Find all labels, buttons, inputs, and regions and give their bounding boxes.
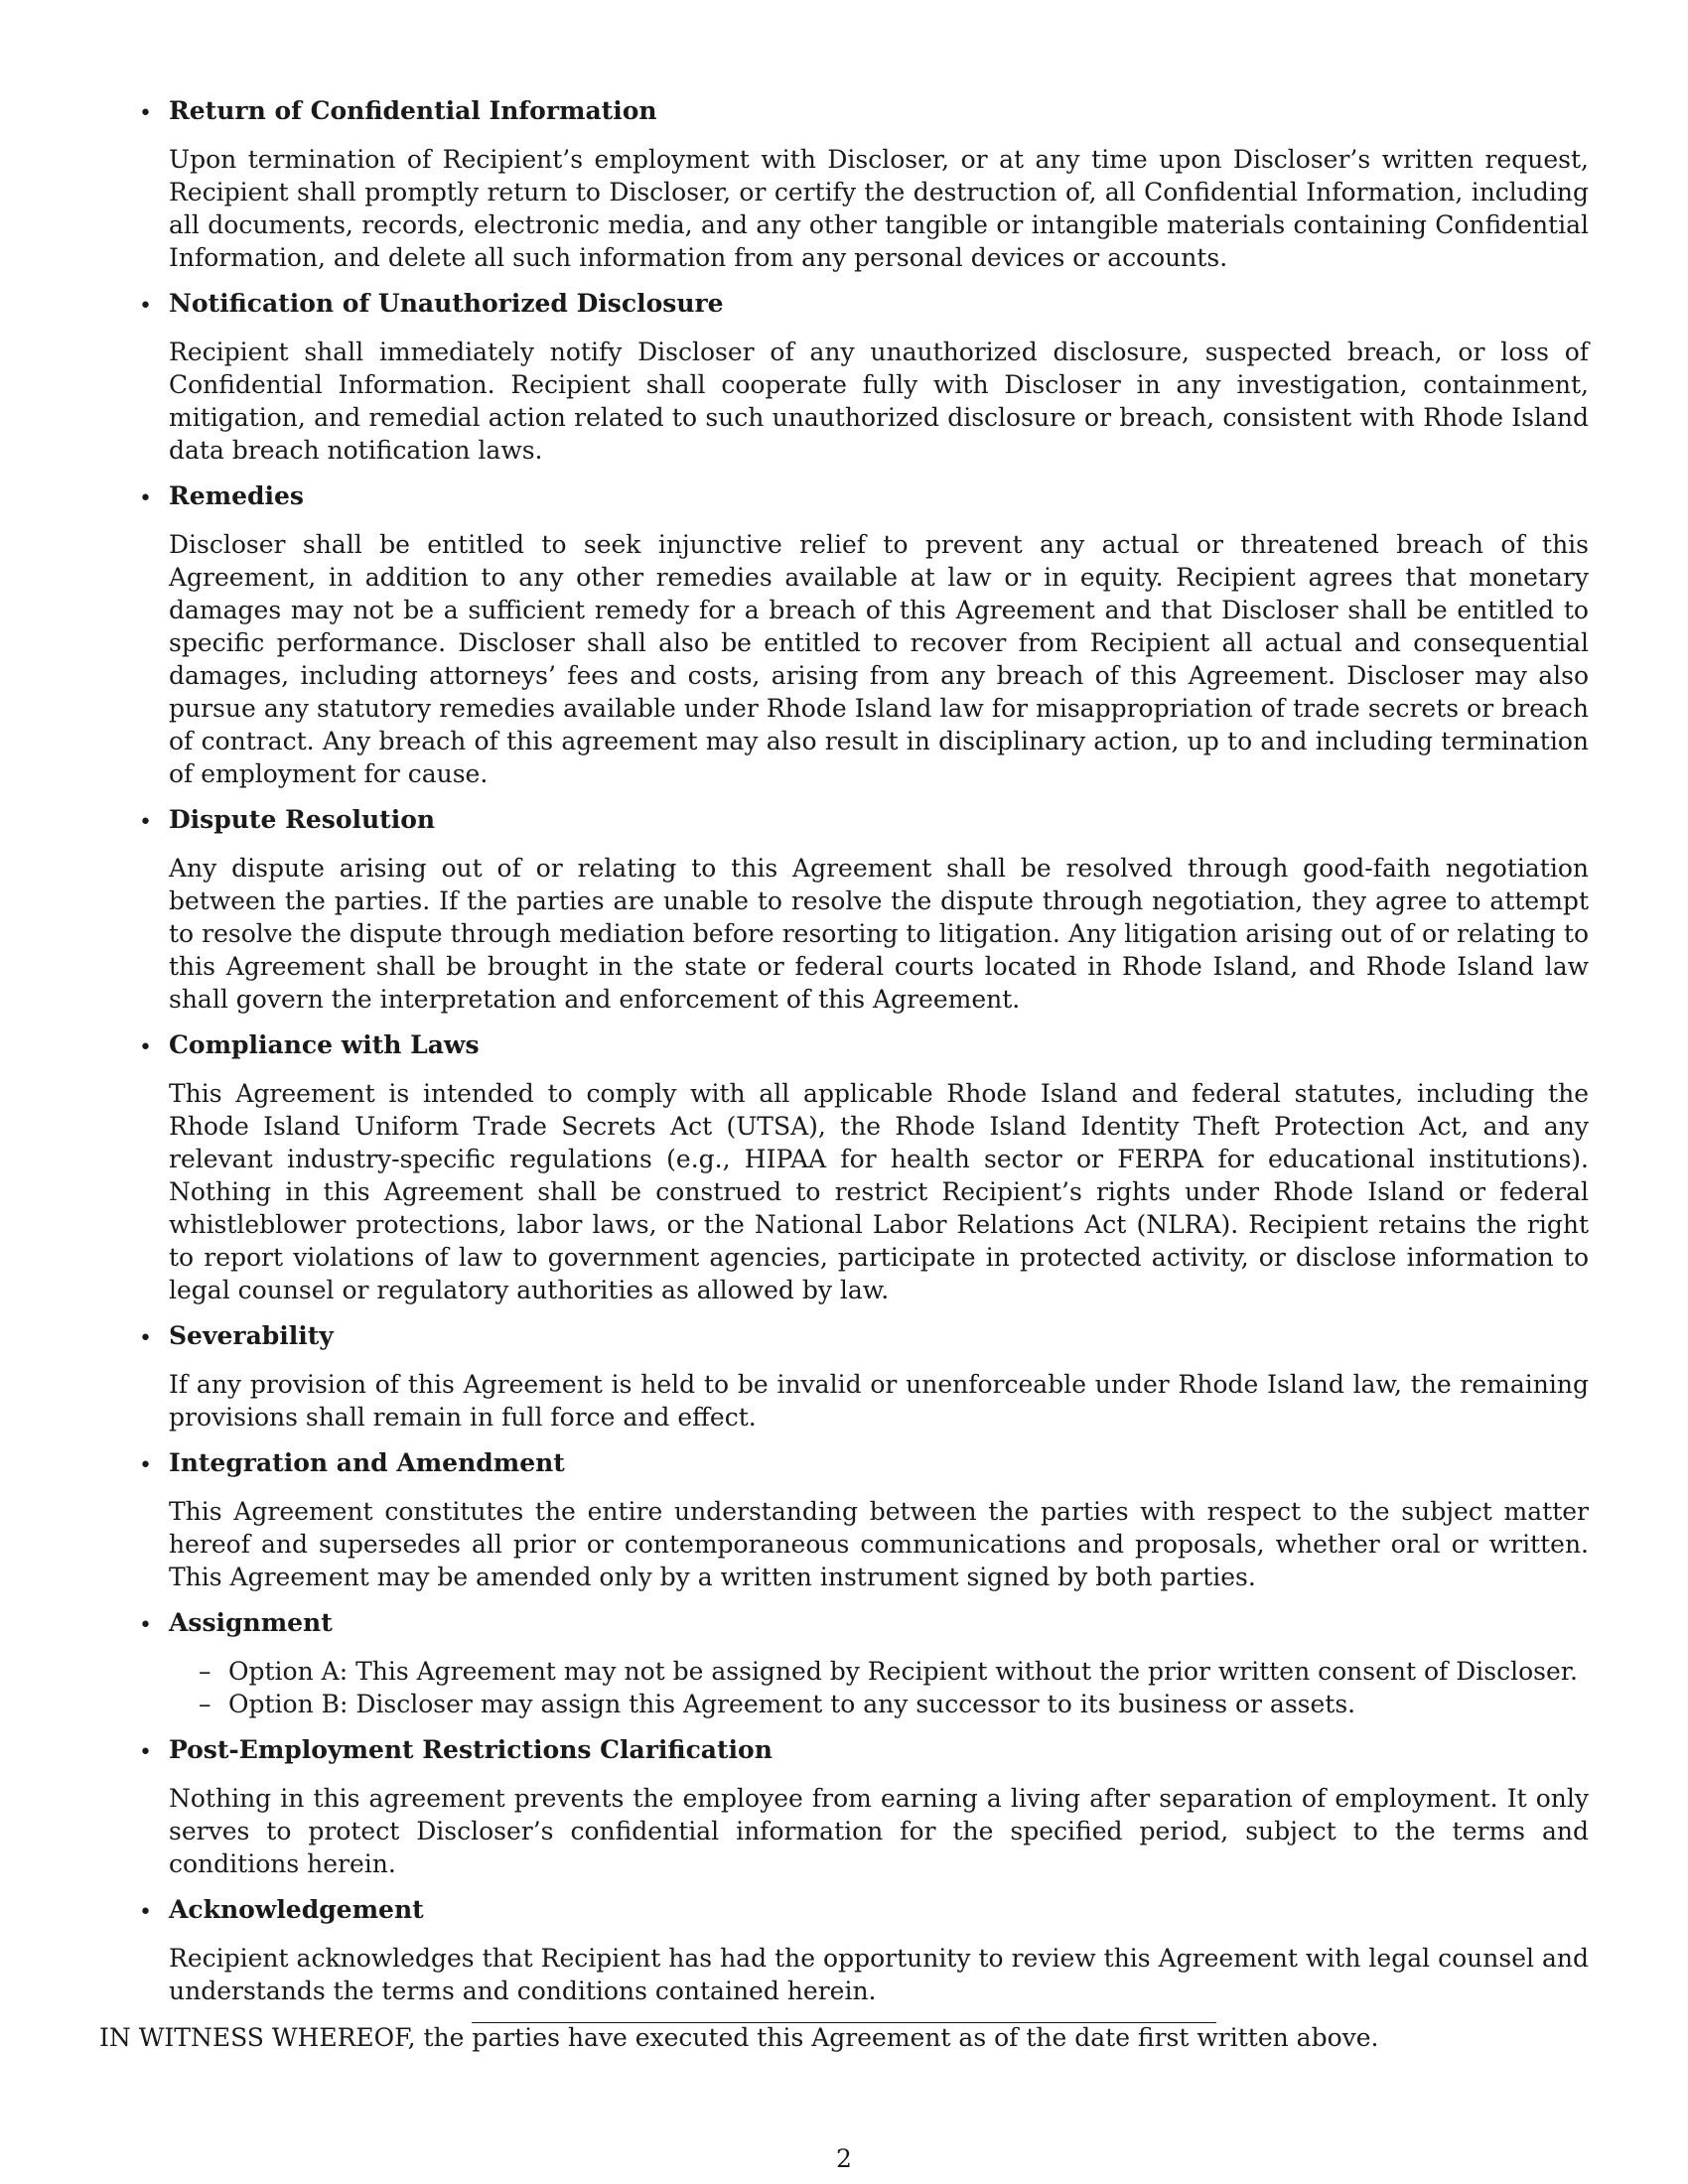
section-remedies [99,480,1589,790]
option-text: Option B: Discloser may assign this Agreement to any successor to its business or assets. [228,1690,1356,1718]
page-number: 2 [836,2144,852,2173]
section-body: Recipient shall immediately notify Discloser of any unauthorized disclosure, suspected breach, or loss of Confidential Information. Recipient shall cooperate fully with Discloser in any investigation, containment, mitigation, and remedial action related to such unauthorized disclosure or breach, consistent with Rhode Island data breach notification laws. [169,338,1589,465]
section-body: Discloser shall be entitled to seek injunctive relief to prevent any actual or threatened breach of this Agreement, in addition to any other remedies available at law or in equity. Recipient agrees that monetary damages may not be a sufficient remedy for a breach of this Agreement and that Discloser shall be entitled to specific performance. Discloser shall also be entitled to recover from Recipient all actual and consequential damages, including attorneys’ fees and costs, arising from any breach of this Agreement. Discloser may also pursue any statutory remedies available under Rhode Island law for misappropriation of trade secrets or breach of contract. Any breach of this agreement may also result in disciplinary action, up to and including termination of employment for cause. [169,530,1589,788]
section-title: Integration and Amendment [169,1448,565,1477]
section-notification-of-unauthorized-disclosure [99,288,1589,467]
assignment-options [169,1655,1589,1720]
section-title: Remedies [169,481,304,510]
witness-statement: IN WITNESS WHEREOF, the parties have executed this Agreement as of the date first written above. [99,2023,1379,2052]
bullet-icon: • [139,1035,152,1060]
assignment-option-b [169,1688,1589,1720]
section-title: Compliance with Laws [169,1030,480,1059]
section-title: Acknowledgement [169,1895,424,1924]
option-text: Option A: This Agreement may not be assigned by Recipient without the prior written consent of Discloser. [228,1657,1578,1686]
section-body: Nothing in this agreement prevents the employee from earning a living after separation of employment. It only serves to protect Discloser’s confidential information for the specified period, subject to the terms and conditions herein. [169,1784,1589,1878]
section-title: Dispute Resolution [169,805,436,834]
section-body: Any dispute arising out of or relating to this Agreement shall be resolved through good-faith negotiation between the parties. If the parties are unable to resolve the dispute through negotiation, they agree to attempt to resolve the dispute through mediation before resorting to litigation. Any litigation arising out of or relating to this Agreement shall be brought in the state or federal courts located in Rhode Island, and Rhode Island law shall govern the interpretation and enforcement of this Agreement. [169,854,1589,1014]
section-body: If any provision of this Agreement is held to be invalid or unenforceable under Rhode Island law, the remaining provisions shall remain in full force and effect. [169,1370,1589,1432]
section-integration-and-amendment [99,1447,1589,1593]
section-body: Recipient acknowledges that Recipient has had the opportunity to review this Agreement with legal counsel and understands the terms and conditions contained herein. [169,1944,1589,2005]
dash-icon: – [199,1690,211,1718]
section-compliance-with-laws [99,1029,1589,1306]
signature-line [472,2022,1216,2023]
section-assignment [99,1607,1589,1720]
section-title: Notification of Unauthorized Disclosure [169,289,724,318]
bullet-icon: • [139,101,152,126]
section-body: This Agreement is intended to comply with all applicable Rhode Island and federal statutes, including the Rhode Island Uniform Trade Secrets Act (UTSA), the Rhode Island Identity Theft Protection Act, and any relevant industry-specific regulations (e.g., HIPAA for health sector or FERPA for educational institutions). Nothing in this Agreement shall be construed to restrict Recipient’s rights under Rhode Island or federal whistleblower protections, labor laws, or the National Labor Relations Act (NLRA). Recipient retains the right to report violations of law to government agencies, participate in protected activity, or disclose information to legal counsel or regulatory authorities as allowed by law. [169,1079,1589,1304]
section-title: Assignment [169,1608,333,1637]
section-acknowledgement [99,1894,1589,2007]
section-title: Return of Confidential Information [169,96,657,125]
section-body: Upon termination of Recipient’s employment with Discloser, or at any time upon Discloser’s written request, Recipient shall promptly return to Discloser, or certify the destruction of, all Confidential Information, including all documents, records, electronic media, and any other tangible or intangible materials containing Confidential Information, and delete all such information from any personal devices or accounts. [169,145,1589,272]
section-post-employment-restrictions-clarification [99,1734,1589,1880]
bullet-icon: • [139,1613,152,1638]
bullet-icon: • [139,294,152,319]
bullet-icon: • [139,1900,152,1925]
section-dispute-resolution [99,804,1589,1016]
assignment-option-a [169,1655,1589,1688]
section-list [99,95,1589,2007]
section-title: Post-Employment Restrictions Clarification [169,1735,773,1764]
section-body: This Agreement constitutes the entire understanding between the parties with respect to the subject matter hereof and supersedes all prior or contemporaneous communications and proposals, whether oral or written. This Agreement may be amended only by a written instrument signed by both parties. [169,1497,1589,1591]
section-return-of-confidential-information [99,95,1589,274]
section-title: Severability [169,1321,334,1350]
dash-icon: – [199,1657,211,1686]
bullet-icon: • [139,1453,152,1478]
bullet-icon: • [139,486,152,511]
bullet-icon: • [139,1740,152,1765]
section-severability [99,1320,1589,1433]
bullet-icon: • [139,810,152,835]
document-page [99,95,1589,2054]
bullet-icon: • [139,1326,152,1351]
